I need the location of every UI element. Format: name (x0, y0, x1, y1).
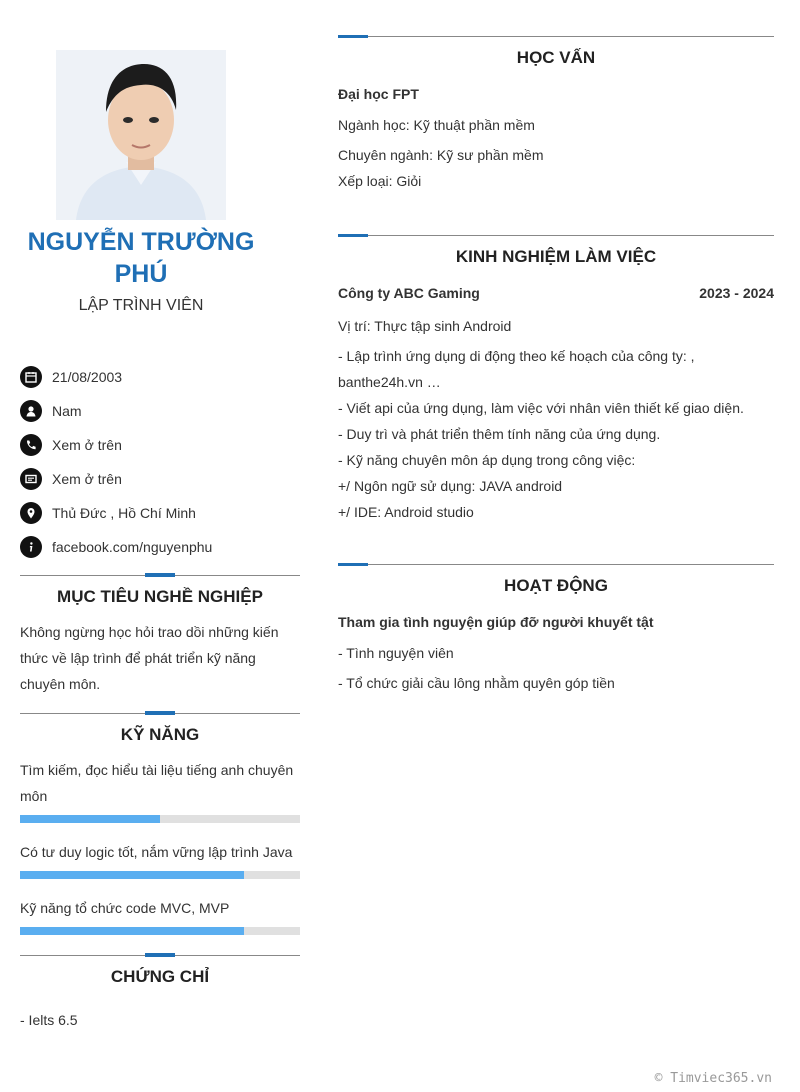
education-grade: Xếp loại: Giỏi (338, 173, 422, 189)
objective-section (20, 575, 300, 697)
experience-period: 2023 - 2024 (699, 285, 774, 301)
education-specialty: Chuyên ngành: Kỹ sư phần mềm (338, 147, 544, 163)
activities-heading: Tham gia tình nguyện giúp đỡ người khuyết tật (338, 614, 654, 630)
contact-address-text: Thủ Đức , Hồ Chí Minh (52, 505, 196, 521)
activities-line: - Tổ chức giải cầu lông nhằm quyên góp tiền (338, 675, 615, 691)
experience-line: - Lập trình ứng dụng di động theo kế hoạch của công ty: , (338, 348, 695, 364)
experience-company: Công ty ABC Gaming (338, 285, 480, 301)
experience-line: banthe24h.vn … (338, 374, 441, 390)
contact-facebook-text: facebook.com/nguyenphu (52, 539, 213, 555)
experience-title: KINH NGHIỆM LÀM VIỆC (455, 247, 657, 266)
education-title: HỌC VẤN (516, 48, 596, 67)
skill-bar-fill (20, 871, 244, 879)
skill-bar (20, 871, 300, 879)
profile-photo (56, 50, 226, 220)
experience-header (338, 285, 774, 301)
skill-item (20, 839, 300, 879)
certificates-title: CHỨNG CHỈ (110, 967, 210, 986)
certificates-text: - Ielts 6.5 (20, 1012, 78, 1028)
activities-line: - Tình nguyện viên (338, 645, 454, 661)
activities-section (338, 564, 774, 696)
profile-name: NGUYỄN TRƯỜNG PHÚ (27, 228, 255, 288)
skill-label: Tìm kiếm, đọc hiểu tài liệu tiếng anh chuyên môn (20, 762, 294, 804)
skills-section (20, 713, 300, 951)
email-icon (20, 468, 42, 490)
experience-position: Vị trí: Thực tập sinh Android (338, 318, 512, 334)
activities-title: HOẠT ĐỘNG (504, 576, 608, 595)
location-icon (20, 502, 42, 524)
contact-gender-text: Nam (52, 403, 82, 419)
contact-birthday-text: 21/08/2003 (52, 369, 123, 385)
skills-title: KỸ NĂNG (120, 725, 200, 744)
experience-line: - Kỹ năng chuyên môn áp dụng trong công việc: (338, 452, 636, 468)
profile-role: LẬP TRÌNH VIÊN (78, 297, 204, 314)
objective-text: Không ngừng học hỏi trao dồi những kiến thức về lập trình để phát triển kỹ năng chuyên môn. (20, 624, 279, 692)
objective-title: MỤC TIÊU NGHỀ NGHIỆP (57, 587, 263, 606)
education-major: Ngành học: Kỹ thuật phần mềm (338, 117, 535, 133)
phone-icon (20, 434, 42, 456)
skill-bar (20, 815, 300, 823)
experience-section (338, 235, 774, 525)
contact-email (20, 462, 300, 496)
contact-facebook (20, 530, 300, 564)
experience-line: - Viết api của ứng dụng, làm việc với nhân viên thiết kế giao diện. (338, 400, 744, 416)
skill-label: Có tư duy logic tốt, nắm vững lập trình Java (20, 844, 293, 860)
contact-gender (20, 394, 300, 428)
info-icon (20, 536, 42, 558)
contact-list (20, 360, 300, 564)
calendar-icon (20, 366, 42, 388)
skill-item (20, 757, 300, 823)
education-school: Đại học FPT (338, 86, 419, 102)
skill-bar-fill (20, 815, 160, 823)
contact-phone (20, 428, 300, 462)
skill-item (20, 895, 300, 935)
footer-watermark: © Timviec365.vn (654, 1071, 772, 1086)
experience-line: +/ IDE: Android studio (338, 504, 474, 520)
experience-line: - Duy trì và phát triển thêm tính năng của ứng dụng. (338, 426, 661, 442)
experience-line: +/ Ngôn ngữ sử dụng: JAVA android (338, 478, 563, 494)
contact-email-text: Xem ở trên (52, 471, 122, 487)
education-section (338, 36, 774, 194)
contact-address (20, 496, 300, 530)
skill-label: Kỹ năng tổ chức code MVC, MVP (20, 900, 230, 916)
person-icon (20, 400, 42, 422)
skill-bar-fill (20, 927, 244, 935)
contact-phone-text: Xem ở trên (52, 437, 122, 453)
certificates-section (20, 955, 300, 1033)
skill-bar (20, 927, 300, 935)
contact-birthday (20, 360, 300, 394)
